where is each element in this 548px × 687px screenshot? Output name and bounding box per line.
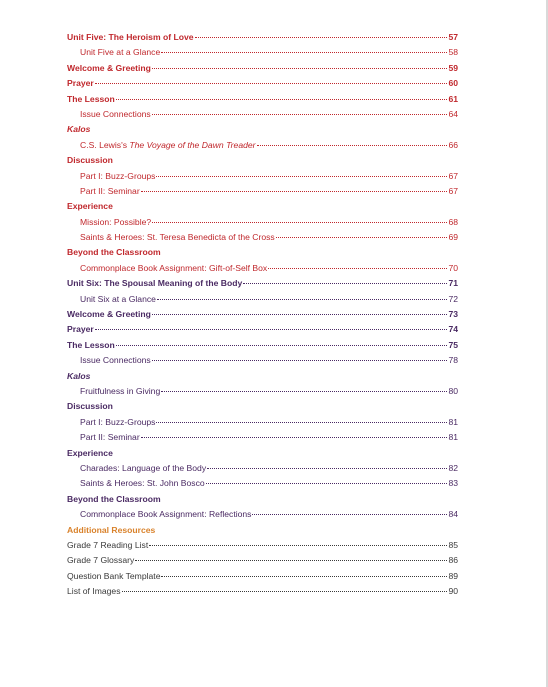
toc-entry-buzz-groups[interactable] [67,415,458,430]
leader-dots [157,299,447,300]
toc-heading-experience [67,446,458,461]
toc-entry-lesson[interactable] [67,92,458,107]
toc-page: 86 [448,555,458,566]
toc-entry-prayer[interactable] [67,322,458,337]
section-heading: Beyond the Classroom [67,247,161,258]
toc-entry-issue-connections[interactable] [67,107,458,122]
toc-label: Prayer [67,324,94,335]
toc-label [80,138,256,153]
toc-entry-seminar[interactable] [67,430,458,445]
toc-page: 59 [448,62,458,73]
leader-dots [276,237,448,238]
toc-entry-unit-six-glance[interactable] [67,292,458,307]
toc-heading-beyond [67,245,458,260]
toc-label: List of Images [67,586,121,597]
toc-page: 69 [448,232,458,243]
leader-dots [161,576,447,577]
leader-dots [161,391,447,392]
section-heading: Experience [67,201,113,212]
toc-label: The Lesson [67,339,115,350]
leader-dots [122,591,448,592]
toc-page: 57 [448,32,458,42]
section-heading: Kalos [67,370,91,381]
toc-entry-commonplace[interactable] [67,507,458,522]
toc-label: Grade 7 Reading List [67,539,149,550]
toc-page: 71 [448,278,458,289]
toc-heading-discussion [67,153,458,168]
leader-dots [152,68,448,69]
leader-dots [252,514,447,515]
section-heading: Discussion [67,155,113,166]
leader-dots [207,468,447,469]
section-heading: Kalos [67,124,91,135]
toc-entry-glossary[interactable] [67,553,458,568]
toc-entry-welcome[interactable] [67,61,458,76]
toc-page: 67 [448,170,458,181]
toc-label-prefix: C.S. Lewis's [80,139,130,150]
toc-entry-voyage[interactable] [67,138,458,153]
leader-dots [116,99,448,100]
leader-dots [156,422,447,423]
toc-label: Part I: Buzz-Groups [80,416,156,427]
toc-page: 61 [448,93,458,104]
leader-dots [152,314,448,315]
toc-label: Welcome & Greeting [67,62,151,73]
section-heading: Beyond the Classroom [67,493,161,504]
leader-dots [95,329,448,330]
toc-heading-kalos [67,369,458,384]
toc-page: 72 [448,293,458,304]
toc-entry-lesson[interactable] [67,338,458,353]
toc-entry-list-of-images[interactable] [67,584,458,599]
toc-label: Unit Five at a Glance [80,47,161,58]
toc-entry-buzz-groups[interactable] [67,169,458,184]
toc-heading-additional [67,523,458,538]
toc-entry-seminar[interactable] [67,184,458,199]
book-title: The Voyage of the Dawn Treader [129,139,256,150]
toc-label: The Lesson [67,93,115,104]
leader-dots [195,37,448,38]
toc-label: Mission: Possible? [80,216,152,227]
leader-dots [243,283,447,284]
leader-dots [141,191,448,192]
toc-label: Unit Six: The Spousal Meaning of the Body [67,278,243,289]
toc-label: Part II: Seminar [80,185,140,196]
leader-dots [141,437,448,438]
toc-page: 84 [448,509,458,520]
toc-page: 75 [448,339,458,350]
toc-page: 66 [448,139,458,150]
toc-label: Commonplace Book Assignment: Gift-of-Self Box [80,262,268,273]
leader-dots [161,52,447,53]
toc-entry-charades[interactable] [67,461,458,476]
leader-dots [149,545,447,546]
table-of-contents [67,30,458,599]
leader-dots [152,360,448,361]
toc-label: Issue Connections [80,355,151,366]
toc-label: Charades: Language of the Body [80,462,207,473]
toc-entry-unit-five-glance[interactable] [67,45,458,60]
toc-page: 70 [448,262,458,273]
toc-entry-issue-connections[interactable] [67,353,458,368]
toc-heading-discussion [67,399,458,414]
leader-dots [156,176,447,177]
toc-heading-beyond [67,492,458,507]
toc-label: Welcome & Greeting [67,309,151,320]
leader-dots [268,268,447,269]
toc-page: 81 [448,432,458,443]
toc-entry-fruitfulness[interactable] [67,384,458,399]
toc-page: 90 [448,586,458,597]
toc-label: Issue Connections [80,108,151,119]
toc-page: 64 [448,108,458,119]
toc-entry-unit-six[interactable] [67,276,458,291]
toc-page: 82 [448,462,458,473]
toc-page: 83 [448,478,458,489]
toc-page: 68 [448,216,458,227]
toc-page: 81 [448,416,458,427]
toc-page: 67 [448,185,458,196]
leader-dots [152,114,448,115]
toc-label: Commonplace Book Assignment: Reflections [80,509,252,520]
toc-label: Question Bank Template [67,570,161,581]
leader-dots [135,560,447,561]
toc-entry-question-bank[interactable] [67,569,458,584]
toc-label: Grade 7 Glossary [67,555,135,566]
toc-entry-welcome[interactable] [67,307,458,322]
toc-page: 80 [448,385,458,396]
leader-dots [257,145,448,146]
leader-dots [206,483,448,484]
toc-entry-unit-five[interactable] [67,30,458,45]
toc-page: 73 [448,309,458,320]
toc-entry-commonplace[interactable] [67,261,458,276]
toc-entry-saints-heroes[interactable] [67,476,458,491]
toc-label: Saints & Heroes: St. Teresa Benedicta of the Cross [80,232,275,243]
section-heading: Discussion [67,401,113,412]
section-heading: Additional Resources [67,524,156,535]
toc-label: Part II: Seminar [80,432,140,443]
section-heading: Experience [67,447,113,458]
toc-page: 78 [448,355,458,366]
toc-label: Prayer [67,78,94,89]
toc-label: Unit Five: The Heroism of Love [67,32,194,42]
toc-page: 58 [448,47,458,58]
leader-dots [95,83,448,84]
toc-heading-kalos [67,122,458,137]
leader-dots [152,222,447,223]
toc-page: 60 [448,78,458,89]
toc-entry-saints-heroes[interactable] [67,230,458,245]
toc-entry-reading-list[interactable] [67,538,458,553]
leader-dots [116,345,448,346]
toc-label: Unit Six at a Glance [80,293,156,304]
toc-label: Part I: Buzz-Groups [80,170,156,181]
toc-label: Fruitfulness in Giving [80,385,161,396]
toc-page: 74 [448,324,458,335]
toc-entry-prayer[interactable] [67,76,458,91]
toc-heading-experience [67,199,458,214]
toc-label: Saints & Heroes: St. John Bosco [80,478,205,489]
toc-entry-mission[interactable] [67,215,458,230]
toc-page: 85 [448,539,458,550]
toc-page: 89 [448,570,458,581]
